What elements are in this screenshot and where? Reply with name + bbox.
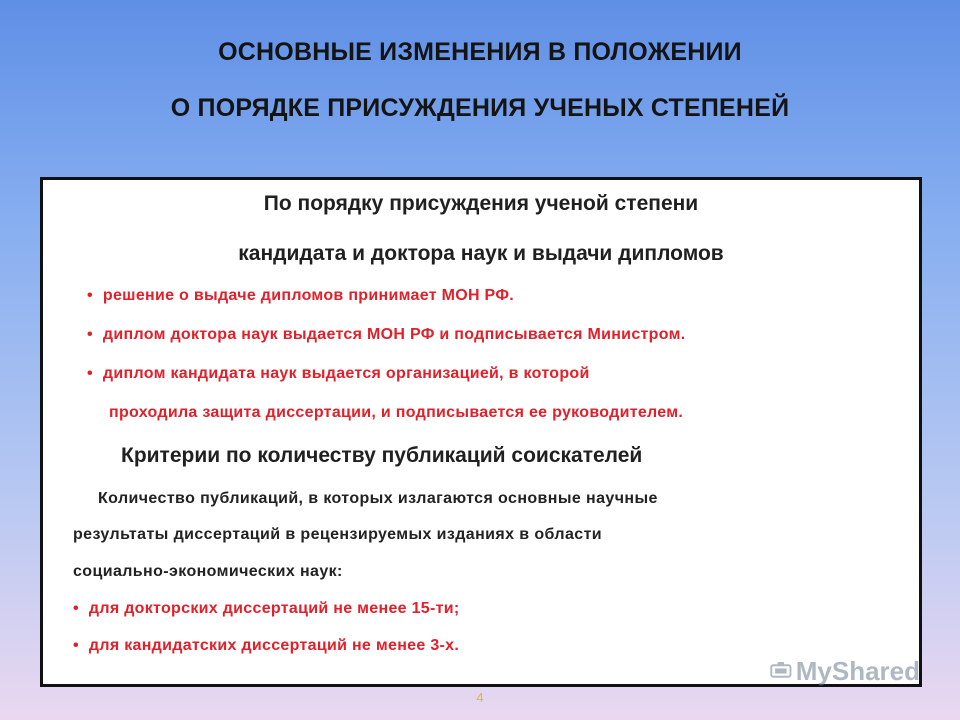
bullet-marker: •	[87, 365, 93, 382]
bullet-text: решение о выдаче дипломов принимает МОН РФ.	[102, 287, 515, 304]
paragraph-line-3: социально-экономических наук:	[73, 563, 343, 580]
section-heading-line-2: кандидата и доктора наук и выдачи дипломов	[238, 242, 724, 265]
criteria-bullet-doctoral	[73, 600, 460, 618]
logo-text: MyShared	[795, 655, 920, 686]
criteria-bullet-candidate	[73, 637, 459, 655]
bullet-marker: •	[87, 326, 93, 343]
criteria-heading: Критерии по количеству публикаций соискателей	[121, 444, 643, 467]
bullet-text: диплом кандидата наук выдается организацией, в которой	[102, 365, 590, 382]
paragraph-line-1: Количество публикаций, в которых излагаются основные научные	[98, 490, 658, 507]
bullet-marker: •	[87, 287, 93, 304]
paragraph-line-2: результаты диссертаций в рецензируемых изданиях в области	[73, 526, 603, 543]
page-number: 4	[476, 690, 484, 705]
bullet-continuation: проходила защита диссертации, и подписывается ее руководителем.	[109, 404, 684, 421]
bullet-marker: •	[73, 637, 79, 654]
content-panel	[40, 177, 922, 687]
bullet-item	[87, 326, 685, 344]
projector-icon	[770, 656, 792, 686]
slide-title-line-2: О ПОРЯДКЕ ПРИСУЖДЕНИЯ УЧЕНЫХ СТЕПЕНЕЙ	[170, 94, 790, 122]
watermark-logo	[770, 654, 920, 688]
bullet-item	[87, 287, 514, 305]
section-heading-line-1: По порядку присуждения ученой степени	[263, 192, 699, 215]
bullet-marker: •	[73, 600, 79, 617]
bullet-text: для докторских диссертаций не менее 15-ти;	[88, 600, 460, 617]
bullet-text: для кандидатских диссертаций не менее 3-х.	[88, 637, 460, 654]
bullet-text: диплом доктора наук выдается МОН РФ и подписывается Министром.	[102, 326, 686, 343]
bullet-item	[87, 365, 590, 383]
slide-title-line-1: ОСНОВНЫЕ ИЗМЕНЕНИЯ В ПОЛОЖЕНИИ	[218, 38, 742, 66]
